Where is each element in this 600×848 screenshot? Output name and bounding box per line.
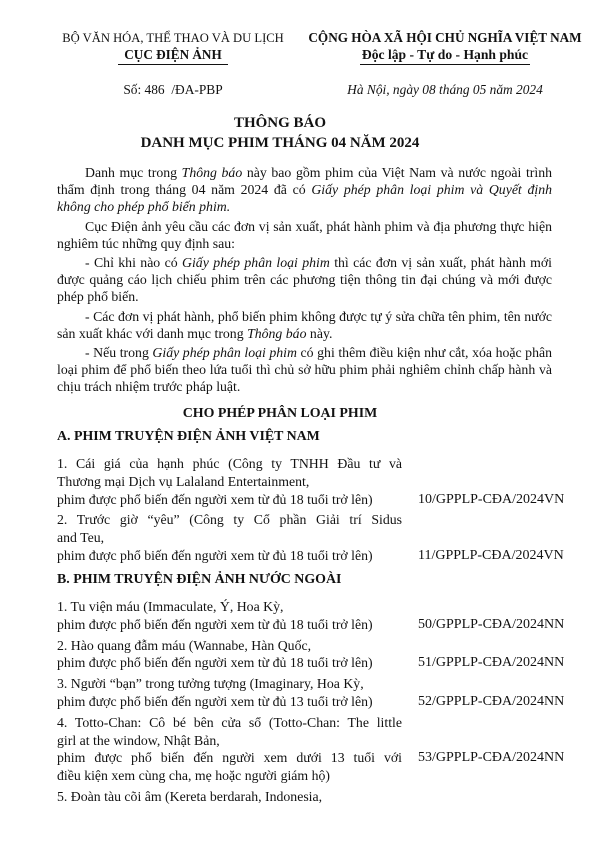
classification-text: phim được phổ biến đến người xem từ đủ 18 tuổi trở lên) (57, 491, 373, 507)
classification-text: phim được phổ biến đến người xem dưới 13 tuổi với (57, 750, 402, 766)
license-number: 51/GPPLP-CĐA/2024NN (418, 655, 565, 671)
film-title-line: and Teu, (57, 530, 105, 546)
license-number: 52/GPPLP-CĐA/2024NN (418, 694, 565, 710)
national-title: CỘNG HÒA XÃ HỘI CHỦ NGHĨA VIỆT NAM (308, 30, 582, 45)
paragraph (57, 308, 552, 342)
film-entry (57, 455, 565, 508)
classification-text: phim được phổ biến đến người xem từ đủ 18 tuổi trở lên) (57, 616, 373, 632)
classification-row (57, 693, 565, 711)
national-header-block (304, 30, 586, 98)
paragraph-italic-segment: Thông báo (181, 165, 243, 180)
section-heading: A. PHIM TRUYỆN ĐIỆN ẢNH VIỆT NAM (57, 428, 320, 444)
paragraph-segment: này. (306, 325, 333, 341)
classification-text: phim được phổ biến đến người xem từ đủ 18 tuổi trở lên) (57, 655, 373, 671)
film-title-line: Thương mại Dịch vụ Lalaland Entertainment, (57, 473, 310, 489)
film-entry (57, 788, 552, 806)
film-title-line: 5. Đoàn tàu cõi âm (Kereta berdarah, Indonesia, (57, 789, 323, 804)
classification-row (57, 749, 565, 767)
film-entry (57, 675, 565, 711)
document-body (57, 164, 565, 806)
issuing-agency-block (30, 30, 316, 98)
paragraph-italic-segment: Thông báo (247, 325, 307, 341)
document-title-line1: THÔNG BÁO (233, 115, 327, 131)
film-entry (57, 714, 565, 785)
paragraph (57, 164, 552, 216)
film-entry (57, 598, 565, 634)
classification-text: phim được phổ biến đến người xem từ đủ 18 tuổi trở lên) (57, 548, 373, 564)
paragraph-segment: thì các đơn vị sản xuất, phát hành mới được quảng cáo lịch chiếu phim trên các phương tiện thông tin đại chúng và mới được phép phổ biến. (57, 255, 552, 305)
place-and-date: Hà Nội, ngày 08 tháng 05 năm 2024 (347, 82, 543, 97)
film-entry (57, 637, 565, 673)
paragraph-segment: - Nếu trong (85, 345, 153, 361)
film-sections (57, 428, 565, 806)
paragraph (57, 218, 552, 252)
paragraph-segment: Cục Điện ảnh yêu cầu các đơn vị sản xuất, phát hành phim và địa phương thực hiện nghiêm túc những quy định sau: (57, 218, 552, 251)
national-motto: Độc lập - Tự do - Hạnh phúc (360, 47, 530, 65)
paragraph-segment: - Chỉ khi nào có (85, 255, 182, 271)
classification-row (57, 491, 565, 509)
classification-row (57, 616, 565, 634)
license-number: 50/GPPLP-CĐA/2024NN (418, 616, 565, 632)
permit-section-title: CHO PHÉP PHÂN LOẠI PHIM (182, 405, 378, 421)
paragraph-segment: - Các đơn vị phát hành, phổ biến phim không được tự ý sửa chữa tên phim, tên nước sản xuất khác với danh mục trong (57, 308, 552, 341)
film-title-line: 2. Trước giờ “yêu” (Công ty Cổ phần Giải trí Sidus (57, 512, 402, 528)
document-title (57, 113, 503, 153)
paragraph-italic-segment: Giấy phép phân loại phim (182, 255, 330, 271)
film-title-line: girl at the window, Nhật Bản, (57, 732, 220, 748)
film-entry (57, 511, 564, 564)
paragraph (57, 254, 552, 306)
classification-extra-line: điều kiện xem cùng cha, mẹ hoặc người giám hộ) (57, 768, 331, 784)
film-title-line: 4. Totto-Chan: Cô bé bên cửa sổ (Totto-Chan: The little (57, 714, 402, 730)
classification-row (57, 547, 564, 565)
license-number: 10/GPPLP-CĐA/2024VN (418, 491, 565, 507)
paragraph-italic-segment: Giấy phép phân loại phim (152, 345, 297, 361)
paragraph (57, 344, 552, 396)
paragraph-italic-segment: Giấy phép phân loại phim và Quyết định không cho phép phổ biến phim. (57, 182, 552, 215)
document-content (0, 113, 600, 809)
parent-ministry-name: BỘ VĂN HÓA, THỂ THAO VÀ DU LỊCH (62, 31, 284, 45)
section-heading: B. PHIM TRUYỆN ĐIỆN ẢNH NƯỚC NGOÀI (57, 571, 342, 587)
classification-text: phim được phổ biến đến người xem từ đủ 13 tuổi trở lên) (57, 694, 373, 710)
agency-name: CỤC ĐIỆN ẢNH (118, 47, 227, 65)
paragraphs (57, 164, 552, 396)
license-number: 11/GPPLP-CĐA/2024VN (418, 548, 564, 564)
film-title-line: 1. Tu viện máu (Immaculate, Ý, Hoa Kỳ, (57, 599, 284, 615)
paragraph-segment: này bao gồm phim của Việt Nam và nước ngoài trình thẩm định trong tháng 04 năm 2024 đã có (57, 165, 553, 198)
document-number: Số: 486 /ĐA-PBP (123, 82, 223, 97)
film-title-line: 2. Hào quang đẫm máu (Wannabe, Hàn Quốc, (57, 637, 312, 653)
film-title-line: 1. Cái giá của hạnh phúc (Công ty TNHH Đầu tư và (57, 456, 402, 472)
classification-row (57, 654, 565, 672)
paragraph-segment: có ghi thêm điều kiện như cắt, xóa hoặc phân loại phim để phổ biến theo lứa tuổi thì chủ sở hữu phim phải nghiêm chỉnh chấp hành và chịu trách nhiệm trước pháp luật. (57, 345, 552, 395)
paragraph-segment: Danh mục trong (85, 165, 182, 180)
license-number: 53/GPPLP-CĐA/2024NN (418, 750, 565, 766)
film-title-line: 3. Người “bạn” trong tưởng tượng (Imaginary, Hoa Kỳ, (57, 676, 364, 692)
document-title-line2: DANH MỤC PHIM THÁNG 04 NĂM 2024 (140, 135, 420, 151)
